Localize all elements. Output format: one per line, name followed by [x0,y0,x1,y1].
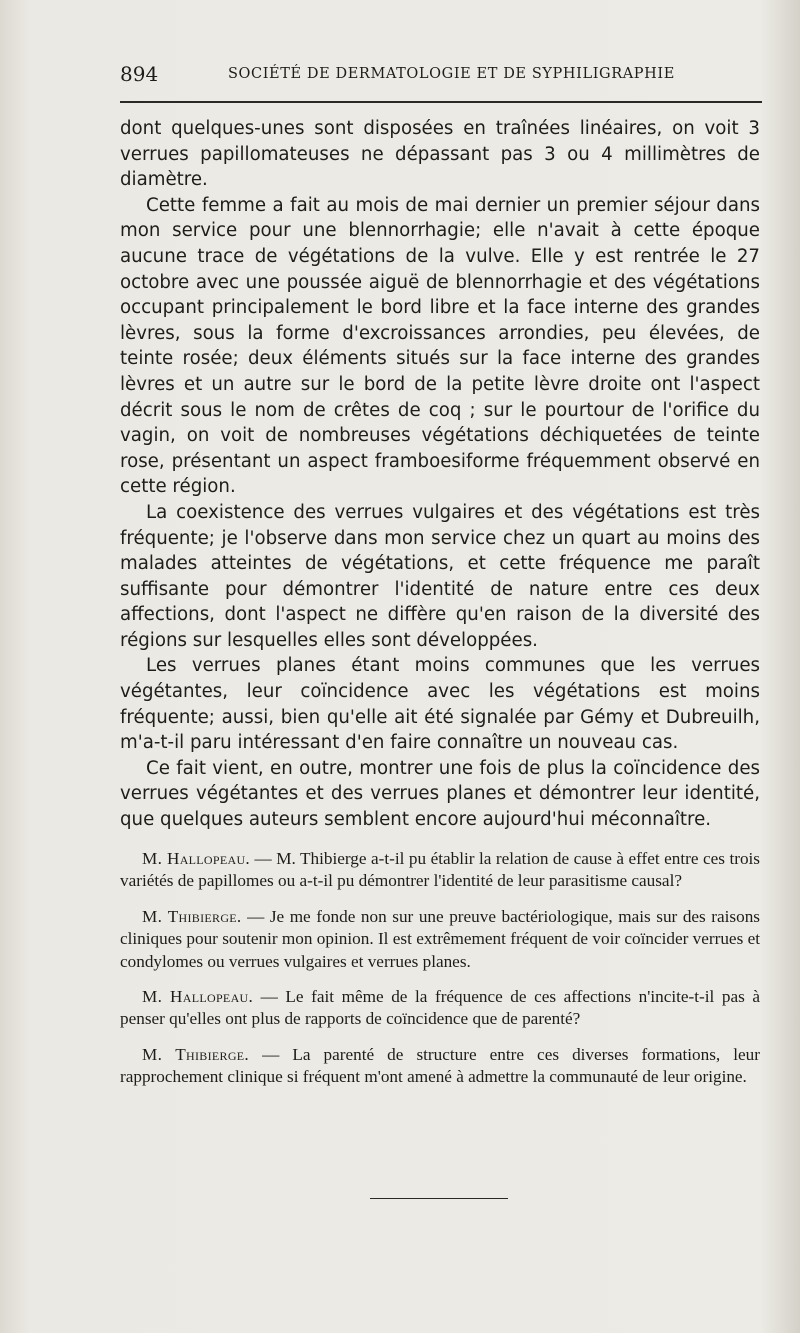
speaker-name: M. Hallopeau. [142,987,254,1007]
discussion-entry [120,986,760,1031]
discussion-entry [120,848,760,893]
remark-text: — La parenté de structure entre ces diverses formations, leur rapprochement clinique si fréquent m'ont amené à admettre la communauté de leur origine. [120,1044,760,1087]
speaker-name: M. Hallopeau. [142,849,251,868]
discussion-entry [120,1044,760,1089]
header-rule [120,101,762,103]
remark-text: — Je me fonde non sur une preuve bactériologique, mais sur des raisons cliniques pour soutenir mon opinion. Il est extrêmement fréquent de voir coïncider verrues et condylomes ou verrues vulgaires et verrues planes. [120,906,760,971]
page-number: 894 [120,62,159,86]
journal-title: SOCIÉTÉ DE DERMATOLOGIE ET DE SYPHILIGRAPHIE [228,66,675,82]
discussion-entry [120,906,760,973]
paragraph-conclusion: Ce fait vient, en outre, montrer une fois de plus la coïncidence des verrues végétantes et des verrues planes et démontrer leur identité, que quelques auteurs semblent encore aujourd'hui méconnaître. [120,757,760,831]
paragraph-continuation: dont quelques-unes sont disposées en traînées linéaires, on voit 3 verrues papillomateuses ne dépassant pas 3 ou 4 millimètres de diamètre. [120,118,760,191]
remark-text: — M. Thibierge a-t-il pu établir la relation de cause à effet entre ces trois variétés de papillomes ou a-t-il pu démontrer l'identité de leur parasitisme causal? [120,849,760,891]
running-head [120,62,762,90]
discussion-section [120,848,760,1102]
paragraph-case-history: Cette femme a fait au mois de mai dernier un premier séjour dans mon service pour une blennorrhagie; elle n'avait à cette époque aucune trace de végétations de la vulve. Elle y est rentrée le 27 octobre avec une poussée aiguë de blennorrhagie et des végétations occupant principalement le bord libre et la face interne des grandes lèvres, sous la forme d'excroissances arrondies, peu élevées, de teinte rosée; deux éléments situés sur la face interne des grandes lèvres et un autre sur le bord de la petite lèvre droite ont l'aspect décrit sous le nom de crêtes de coq ; sur le pourtour de l'orifice du vagin, on voit de nombreuses végétations déchiquetées de teinte rose, présentant un aspect framboesiforme fréquemment observé en cette région. [120,194,760,498]
speaker-name: M. Thibierge. [142,906,242,926]
section-end-rule [370,1198,508,1199]
case-report-body [120,116,760,833]
paragraph-flat-warts: Les verrues planes étant moins communes que les verrues végétantes, leur coïncidence avec les végétations est moins fréquente; aussi, bien qu'elle ait été signalée par Gémy et Dubreuilh, m'a-t-il paru intéressant d'en faire connaître un nouveau cas. [120,655,760,754]
speaker-name: M. Thibierge. [142,1044,250,1064]
paragraph-coexistence: La coexistence des verrues vulgaires et des végétations est très fréquente; je l'observe dans mon service chez un quart au moins des malades atteintes de végétations, et cette fréquence me paraît suffisante pour démontrer l'identité de nature entre ces deux affections, dont l'aspect ne diffère qu'en raison de la diversité des régions sur lesquelles elles sont développées. [120,501,760,651]
remark-text: — Le fait même de la fréquence de ces affections n'incite-t-il pas à penser qu'elles ont plus de rapports de coïncidence que de parenté? [120,987,760,1029]
